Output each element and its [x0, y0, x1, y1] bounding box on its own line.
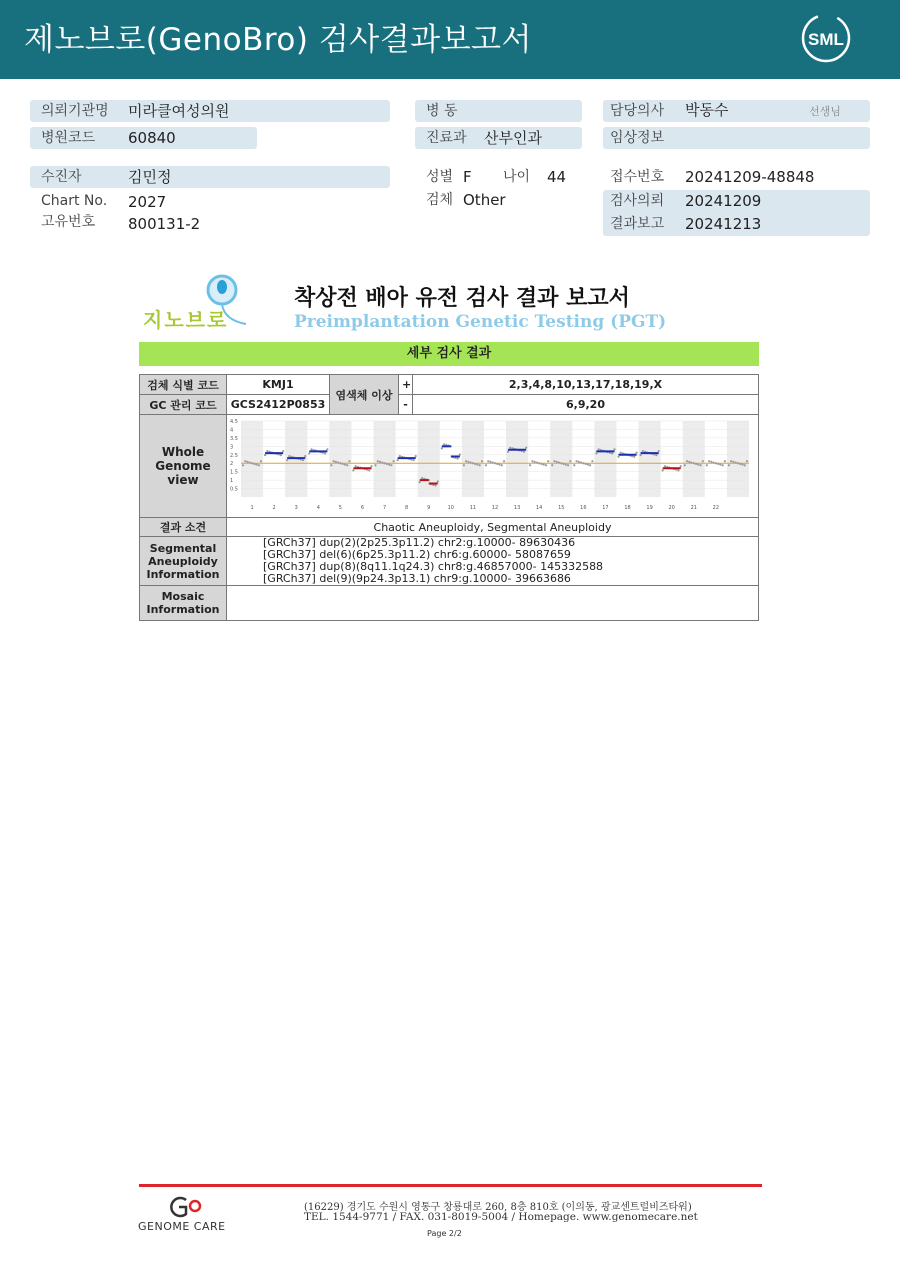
data-point — [509, 447, 511, 449]
x-tick-label: 8 — [405, 505, 409, 511]
specimen-code-value: KMJ1 — [227, 375, 330, 395]
data-point — [386, 463, 388, 465]
data-point — [397, 459, 399, 461]
x-tick-label: 17 — [602, 505, 609, 511]
data-point — [710, 461, 712, 463]
request-value: 20241209 — [685, 192, 762, 210]
chromosome-band — [374, 421, 396, 497]
data-point — [639, 454, 641, 456]
data-point — [470, 461, 472, 463]
abnormality-label: 염색체 이상 — [330, 375, 399, 415]
specimen-code-label: 검체 식별 코드 — [140, 375, 227, 395]
department-value: 산부인과 — [484, 129, 542, 147]
data-point — [525, 447, 527, 449]
report-title-english: Preimplantation Genetic Testing (PGT) — [294, 312, 667, 332]
data-point — [383, 462, 385, 464]
data-point — [501, 464, 503, 466]
plus-chromosomes: 2,3,4,8,10,13,17,18,19,X — [413, 375, 759, 395]
data-point — [496, 463, 498, 465]
hospital-code-label: 병원코드 — [41, 130, 96, 146]
data-point — [702, 460, 704, 462]
minus-chromosomes: 6,9,20 — [413, 395, 759, 415]
ward-label: 병 동 — [426, 103, 458, 119]
x-tick-label: 1 — [250, 505, 254, 511]
x-tick-label: 19 — [646, 505, 653, 511]
data-point — [487, 460, 489, 462]
data-point — [381, 461, 383, 463]
data-point — [326, 448, 328, 450]
data-point — [611, 452, 613, 454]
data-point — [368, 469, 370, 471]
hospital-code-value: 60840 — [128, 129, 176, 147]
data-point — [573, 464, 575, 466]
data-point — [379, 461, 381, 463]
unique-id-label: 고유번호 — [41, 214, 96, 230]
data-point — [708, 460, 710, 462]
data-point — [467, 461, 469, 463]
data-point — [479, 464, 481, 466]
data-point — [304, 455, 306, 457]
data-point — [551, 464, 553, 466]
department-label: 진료과 — [426, 130, 467, 146]
data-point — [664, 465, 666, 467]
data-point — [713, 461, 715, 463]
data-point — [465, 460, 467, 462]
data-point — [598, 448, 600, 450]
header-bar — [0, 0, 900, 79]
data-point — [242, 464, 244, 466]
data-point — [355, 465, 357, 467]
chromosome-band — [550, 421, 572, 497]
data-point — [260, 460, 262, 462]
age-label: 나이 — [503, 169, 531, 185]
institution-value: 미라클여성의원 — [128, 102, 230, 120]
data-point — [244, 460, 246, 462]
data-point — [613, 448, 615, 450]
data-point — [288, 455, 290, 457]
data-point — [282, 450, 284, 452]
data-point — [558, 461, 560, 463]
data-point — [534, 461, 536, 463]
data-point — [348, 460, 350, 462]
data-point — [536, 461, 538, 463]
request-label: 검사의뢰 — [610, 193, 665, 209]
data-point — [591, 460, 593, 462]
x-tick-label: 7 — [382, 505, 387, 511]
x-tick-label: 22 — [712, 505, 720, 511]
data-point — [339, 462, 341, 464]
data-point — [472, 462, 474, 464]
genome-chart-cell — [227, 415, 759, 518]
data-point — [337, 461, 339, 463]
x-tick-label: 9 — [427, 505, 431, 511]
data-point — [333, 460, 335, 462]
mosaic-value — [227, 586, 759, 621]
age-value: 44 — [547, 168, 567, 186]
y-tick-label: 4.5 — [230, 419, 238, 425]
data-point — [393, 460, 395, 462]
data-point — [741, 463, 743, 465]
chromosome-band — [241, 421, 263, 497]
data-point — [575, 460, 577, 462]
data-point — [684, 464, 686, 466]
data-point — [690, 461, 692, 463]
data-point — [377, 460, 379, 462]
genome-care-logo-text: GENOME CARE — [138, 1220, 226, 1233]
data-point — [553, 460, 555, 462]
doctor-label: 담당의사 — [610, 103, 665, 119]
data-point — [255, 463, 257, 465]
genobro-logo-text: 지노브로 — [143, 308, 229, 332]
segmental-item: [GRCh37] del(6)(6p25.3p11.2) chr6:g.60000- 58087659 — [263, 548, 571, 561]
section-title: 세부 검사 결과 — [139, 342, 759, 366]
y-tick-label: 2 — [230, 461, 234, 468]
data-point — [545, 464, 547, 466]
data-point — [567, 464, 569, 466]
data-point — [498, 463, 500, 465]
report-title-korean: 착상전 배아 유전 검사 결과 보고서 — [294, 286, 630, 311]
data-point — [443, 443, 445, 445]
data-point — [324, 452, 326, 454]
data-point — [633, 456, 635, 458]
data-point — [346, 464, 348, 466]
data-point — [693, 462, 695, 464]
data-point — [264, 454, 266, 456]
data-point — [543, 463, 545, 465]
x-tick-label: 18 — [624, 505, 631, 511]
data-point — [531, 460, 533, 462]
data-point — [620, 452, 622, 454]
data-point — [441, 447, 443, 449]
data-point — [547, 460, 549, 462]
data-point — [655, 454, 657, 456]
data-point — [342, 463, 344, 465]
chromosome-band — [329, 421, 351, 497]
chromosome-band — [506, 421, 528, 497]
data-point — [695, 463, 697, 465]
x-tick-label: 6 — [360, 505, 365, 511]
x-tick-label: 16 — [580, 505, 587, 511]
data-point — [503, 460, 505, 462]
data-point — [399, 455, 401, 457]
data-point — [680, 465, 682, 467]
data-point — [258, 464, 260, 466]
data-point — [370, 465, 372, 467]
x-tick-label: 12 — [491, 505, 499, 511]
data-point — [739, 463, 741, 465]
data-point — [529, 464, 531, 466]
segmental-item: [GRCh37] dup(2)(2p25.3p11.2) chr2:g.10000- 89630436 — [263, 536, 576, 549]
receipt-label: 접수번호 — [610, 169, 665, 185]
data-point — [706, 464, 708, 466]
data-point — [485, 464, 487, 466]
gc-code-label: GC 관리 코드 — [140, 395, 227, 415]
footer-divider — [139, 1184, 762, 1187]
x-tick-label: 13 — [513, 505, 521, 511]
chromosome-band — [683, 421, 705, 497]
data-point — [717, 463, 719, 465]
data-point — [412, 459, 414, 461]
footer-address: (16229) 경기도 수원시 영통구 창룡대로 260, 8층 810호 (이의동, 광교센트럴비즈타워) — [304, 1202, 692, 1213]
data-point — [569, 460, 571, 462]
data-point — [415, 455, 417, 457]
data-point — [310, 448, 312, 450]
data-point — [562, 463, 564, 465]
gc-code-value: GCS2412P0853 — [227, 395, 330, 415]
data-point — [595, 452, 597, 454]
data-point — [286, 459, 288, 461]
segmental-cell — [227, 537, 759, 586]
x-tick-label: 10 — [447, 505, 455, 511]
findings-value: Chaotic Aneuploidy, Segmental Aneuploidy — [227, 518, 759, 537]
data-point — [589, 464, 591, 466]
data-point — [580, 461, 582, 463]
whole-genome-label: Whole Genome view — [140, 415, 227, 518]
chromosome-band — [462, 421, 484, 497]
report-date-value: 20241213 — [685, 215, 762, 233]
page-number: Page 2/2 — [427, 1229, 462, 1238]
patient-value: 김민정 — [128, 168, 172, 186]
x-tick-label: 2 — [272, 505, 276, 511]
sex-label: 성별 — [426, 169, 454, 185]
data-point — [722, 464, 724, 466]
data-point — [421, 477, 423, 479]
y-tick-label: 3.5 — [230, 435, 238, 442]
data-point — [730, 460, 732, 462]
report-date-label: 결과보고 — [610, 216, 665, 232]
x-tick-label: 11 — [469, 505, 477, 511]
footer-contact: TEL. 1544-9771 / FAX. 031-8019-5004 / Homepage. www.genomecare.net — [304, 1211, 698, 1223]
data-point — [538, 462, 540, 464]
data-point — [246, 461, 248, 463]
data-point — [489, 461, 491, 463]
plus-sign: + — [399, 375, 413, 395]
clinical-label: 임상정보 — [610, 130, 665, 146]
data-point — [344, 463, 346, 465]
chart-no-value: 2027 — [128, 193, 167, 211]
data-point — [474, 463, 476, 465]
data-point — [308, 452, 310, 454]
segmental-item: [GRCh37] del(9)(9p24.3p13.1) chr9:g.10000- 39663686 — [263, 572, 571, 585]
data-point — [419, 481, 421, 483]
page-title: 제노브로(GenoBro) 검사결과보고서 — [24, 22, 532, 58]
whole-genome-chart — [229, 417, 753, 512]
data-point — [374, 464, 376, 466]
institution-label: 의뢰기관명 — [41, 103, 109, 119]
data-point — [697, 463, 699, 465]
x-tick-label: 5 — [338, 505, 342, 511]
data-point — [481, 460, 483, 462]
data-point — [578, 461, 580, 463]
unique-id-value: 800131-2 — [128, 215, 201, 233]
data-point — [556, 461, 558, 463]
data-point — [459, 453, 461, 455]
data-point — [335, 461, 337, 463]
data-point — [688, 461, 690, 463]
data-point — [699, 464, 701, 466]
data-point — [249, 461, 251, 463]
data-point — [686, 460, 688, 462]
data-point — [746, 460, 748, 462]
data-point — [585, 463, 587, 465]
x-tick-label: 4 — [316, 505, 320, 511]
data-point — [352, 469, 354, 471]
sex-value: F — [463, 168, 472, 186]
data-point — [732, 461, 734, 463]
doctor-suffix: 선생님 — [809, 105, 841, 118]
data-point — [280, 454, 282, 456]
data-point — [662, 469, 664, 471]
data-point — [617, 456, 619, 458]
x-tick-label: 21 — [690, 505, 697, 511]
x-tick-label: 3 — [294, 505, 298, 511]
data-point — [635, 452, 637, 454]
chromosome-band — [727, 421, 749, 497]
y-tick-label: 4 — [230, 427, 234, 434]
data-point — [492, 461, 494, 463]
data-point — [523, 451, 525, 453]
x-tick-label: 15 — [558, 505, 565, 511]
y-tick-label: 3 — [230, 444, 234, 451]
sml-logo-icon — [800, 12, 852, 64]
data-point — [565, 463, 567, 465]
y-tick-label: 1.5 — [230, 469, 238, 476]
data-point — [540, 463, 542, 465]
data-point — [266, 450, 268, 452]
patient-label: 수진자 — [41, 169, 82, 185]
findings-label: 결과 소견 — [140, 518, 227, 537]
x-tick-label: 14 — [535, 505, 543, 511]
data-point — [434, 484, 436, 486]
receipt-value: 20241209-48848 — [685, 168, 815, 186]
segmental-item: [GRCh37] dup(8)(8q11.1q24.3) chr8:g.46857000- 145332588 — [263, 560, 604, 573]
minus-sign: - — [399, 395, 413, 415]
data-point — [253, 463, 255, 465]
data-point — [642, 450, 644, 452]
data-point — [719, 463, 721, 465]
data-point — [302, 459, 304, 461]
data-point — [724, 460, 726, 462]
data-point — [737, 462, 739, 464]
y-tick-label: 1 — [230, 478, 234, 485]
genome-care-logo-icon — [164, 1196, 204, 1218]
data-point — [560, 462, 562, 464]
segmental-label: Segmental Aneuploidy Information — [140, 537, 227, 586]
data-point — [476, 463, 478, 465]
sml-logo-text: SML — [808, 30, 844, 49]
data-point — [457, 457, 459, 459]
mosaic-label: Mosaic Information — [140, 586, 227, 621]
data-point — [715, 462, 717, 464]
chromosome-band — [639, 421, 661, 497]
data-point — [390, 464, 392, 466]
data-point — [494, 462, 496, 464]
data-point — [587, 463, 589, 465]
y-tick-label: 2.5 — [230, 452, 238, 459]
data-point — [582, 462, 584, 464]
data-point — [463, 464, 465, 466]
data-point — [388, 463, 390, 465]
data-point — [728, 464, 730, 466]
data-point — [437, 480, 439, 482]
data-point — [735, 461, 737, 463]
data-point — [507, 451, 509, 453]
results-table — [139, 374, 759, 621]
doctor-value: 박동수 — [685, 101, 729, 119]
specimen-label: 검체 — [426, 192, 454, 208]
chart-no-label: Chart No. — [41, 193, 108, 209]
data-point — [330, 464, 332, 466]
data-point — [744, 464, 746, 466]
chromosome-band — [594, 421, 616, 497]
patient-field-bg — [30, 166, 390, 188]
x-tick-label: 20 — [668, 505, 675, 511]
y-tick-label: 0.5 — [230, 486, 238, 493]
specimen-value: Other — [463, 191, 506, 209]
data-point — [251, 462, 253, 464]
data-point — [658, 450, 660, 452]
data-point — [677, 469, 679, 471]
